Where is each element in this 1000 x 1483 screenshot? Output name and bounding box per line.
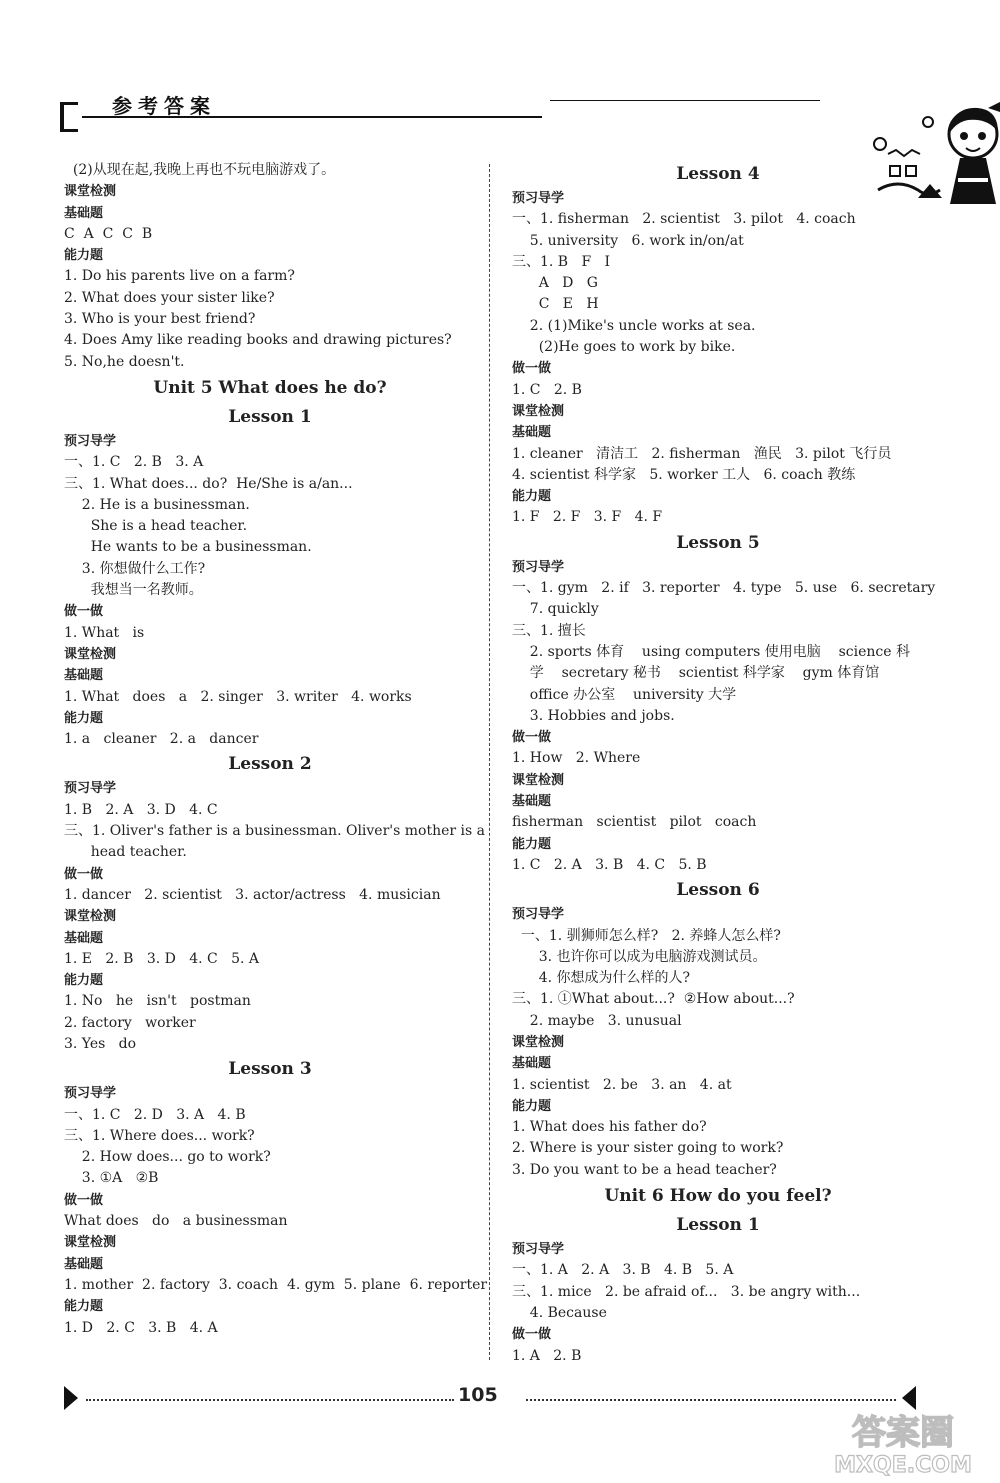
answer-line: 三、1. B F I [512,253,611,270]
lesson-heading: Lesson 3 [228,1059,312,1080]
answer-line: He wants to be a businessman. [64,539,312,556]
answer-line: 4. 你想成为什么样的人? [512,970,691,987]
section-label: 做一做 [512,730,552,746]
answer-line: 一、1. fisherman 2. scientist 3. pilot 4. coach [512,211,856,228]
answer-line: 我想当一名教师。 [64,582,203,599]
page-number: 105 [458,1384,498,1406]
section-label: 基础题 [512,1056,552,1072]
section-label: 能力题 [512,836,552,852]
answer-line: 1. C 2. B [512,381,582,398]
watermark-logo [818,1408,988,1480]
footer-dots-left [86,1399,454,1401]
section-label: 做一做 [512,1327,552,1343]
answer-line: 一、1. 驯狮师怎么样? 2. 养蜂人怎么样? [512,927,781,944]
section-label: 预习导学 [512,1242,565,1258]
answer-line: 5. university 6. work in/on/at [512,232,744,249]
section-label: 预习导学 [512,191,565,206]
answer-line: 1. How 2. Where [512,750,641,767]
answer-line: 3. ①A ②B [64,1170,159,1187]
section-label: 基础题 [512,794,552,810]
watermark-text-url: MXQE.COM [834,1453,972,1478]
answer-line: 3. Yes do [64,1035,137,1052]
section-label: 能力题 [64,973,104,989]
page-footer [62,1384,922,1414]
answer-line: 三、1. mice 2. be afraid of... 3. be angry with... [512,1283,861,1300]
section-label: 课堂检测 [64,184,117,200]
unit-heading: Unit 6 How do you feel? [604,1186,832,1207]
right-column [512,160,936,1367]
section-label: 基础题 [64,1256,104,1272]
answer-line: 1. What is [64,624,145,641]
section-label: 预习导学 [512,559,565,575]
answer-line: 1. A 2. B [512,1347,582,1364]
section-label: 做一做 [64,866,104,882]
section-label: 课堂检测 [64,1235,117,1251]
answer-line: 一、1. gym 2. if 3. reporter 4. type 5. use 6. secretary [512,580,936,597]
answer-line: 5. No,he doesn't. [64,353,185,370]
answer-line: fisherman scientist pilot coach [512,814,757,831]
answer-line: C A C C B [64,225,153,242]
answer-line: 2. (1)Mike's uncle works at sea. [512,317,756,334]
answer-line: 2. maybe 3. unusual [512,1012,682,1029]
answer-line: 7. quickly [512,601,599,618]
answer-line: 1. What does a 2. singer 3. writer 4. works [64,688,412,705]
section-label: 能力题 [512,1098,552,1114]
answer-line: 3. 你想做什么工作? [64,560,206,577]
answer-line: 2. Where is your sister going to work? [512,1140,784,1157]
answer-line: 三、1. Oliver's father is a businessman. Oliver's mother is a [64,823,486,840]
answer-line: 3. Hobbies and jobs. [512,707,675,724]
answer-line: 2. What does your sister like? [64,289,275,306]
answer-line: office 办公室 university 大学 [512,686,737,703]
answer-line: 2. He is a businessman. [64,496,250,513]
header-title: 参考答案 [112,94,216,118]
answer-line: 三、1. Where does... work? [64,1127,255,1144]
answer-line: 2. sports 体育 using computers 使用电脑 science 科 [512,643,910,660]
column-divider [489,164,490,1360]
lesson-heading: Lesson 1 [228,406,312,427]
section-label: 预习导学 [512,907,565,923]
answer-line: 1. dancer 2. scientist 3. actor/actress 4. musician [64,886,441,903]
answer-line: 一、1. C 2. B 3. A [64,454,204,471]
section-label: 课堂检测 [512,1034,565,1050]
section-label: 预习导学 [64,781,117,797]
answer-line: 4. Because [512,1304,607,1321]
answer-line: C E H [512,296,599,313]
answer-line: (2)He goes to work by bike. [512,339,736,356]
section-label: 基础题 [512,425,552,441]
footer-arrow-left-icon [64,1386,78,1410]
footer-dots-right [526,1399,896,1401]
section-label: 能力题 [64,710,104,726]
answer-line: 学 secretary 秘书 scientist 科学家 gym 体育馆 [512,665,880,682]
lesson-heading: Lesson 1 [676,1215,760,1236]
answer-line: 1. D 2. C 3. B 4. A [64,1319,218,1336]
answer-line: 1. F 2. F 3. F 4. F [512,509,663,526]
section-label: 预习导学 [64,433,117,449]
lesson-heading: Lesson 6 [676,880,760,901]
answer-line: 一、1. C 2. D 3. A 4. B [64,1106,246,1123]
page-header [60,84,940,134]
answer-line: 1. cleaner 清洁工 2. fisherman 渔民 3. pilot 飞行员 [512,445,892,462]
answer-line: 一、1. A 2. A 3. B 4. B 5. A [512,1262,734,1279]
section-label: 能力题 [64,1299,104,1315]
section-label: 做一做 [64,1192,104,1208]
answer-line: 1. C 2. A 3. B 4. C 5. B [512,856,707,873]
section-label: 做一做 [64,604,104,620]
unit-heading: Unit 5 What does he do? [153,377,387,398]
answer-line: 3. Do you want to be a head teacher? [512,1161,777,1178]
section-label: 做一做 [512,361,552,377]
answer-line: 1. What does his father do? [512,1119,707,1136]
answer-line: 2. factory worker [64,1014,196,1031]
answer-line: 1. E 2. B 3. D 4. C 5. A [64,950,259,967]
section-label: 课堂检测 [64,909,117,925]
answer-line: 三、1. 擅长 [512,622,586,639]
section-label: 课堂检测 [512,403,565,419]
answer-line: 三、1. What does... do? He/She is a/an... [64,475,353,492]
lesson-heading: Lesson 5 [676,532,760,553]
answer-line: 1. No he isn't postman [64,993,251,1010]
answer-line: What does do a businessman [64,1213,288,1230]
answer-line: 1. a cleaner 2. a dancer [64,731,259,748]
answer-line: (2)从现在起,我晚上再也不玩电脑游戏了。 [64,162,336,178]
section-label: 课堂检测 [64,646,117,662]
answer-line: head teacher. [64,844,187,861]
section-label: 基础题 [64,668,104,684]
section-label: 基础题 [64,930,104,946]
watermark-text-cn: 答案圈 [852,1413,954,1453]
answer-line: 4. scientist 科学家 5. worker 工人 6. coach 教练 [512,466,856,483]
section-label: 基础题 [64,205,104,221]
answer-line: 1. mother 2. factory 3. coach 4. gym 5. plane 6. reporter [64,1276,488,1293]
answer-line: 1. B 2. A 3. D 4. C [64,801,218,818]
answer-line: 4. Does Amy like reading books and drawing pictures? [64,332,452,349]
answer-line: A D G [512,275,598,292]
footer-arrow-right-icon [902,1386,916,1410]
header-bracket [60,102,78,132]
lesson-heading: Lesson 4 [676,164,760,184]
answer-line: 2. How does... go to work? [64,1149,271,1166]
section-label: 能力题 [512,489,552,505]
left-column [64,160,488,1339]
lesson-heading: Lesson 2 [228,754,312,775]
section-label: 能力题 [64,248,104,264]
section-label: 预习导学 [64,1086,117,1102]
answer-line: 三、1. ①What about...? ②How about...? [512,991,795,1008]
answer-line: 3. Who is your best friend? [64,311,256,328]
answer-line: 1. Do his parents live on a farm? [64,268,295,285]
header-rule [82,116,542,118]
answer-line: 1. scientist 2. be 3. an 4. at [512,1076,732,1093]
header-rule-right [550,100,820,101]
answer-line: 3. 也许你可以成为电脑游戏测试员。 [512,948,767,965]
answer-line: She is a head teacher. [64,518,248,535]
section-label: 课堂检测 [512,772,565,788]
